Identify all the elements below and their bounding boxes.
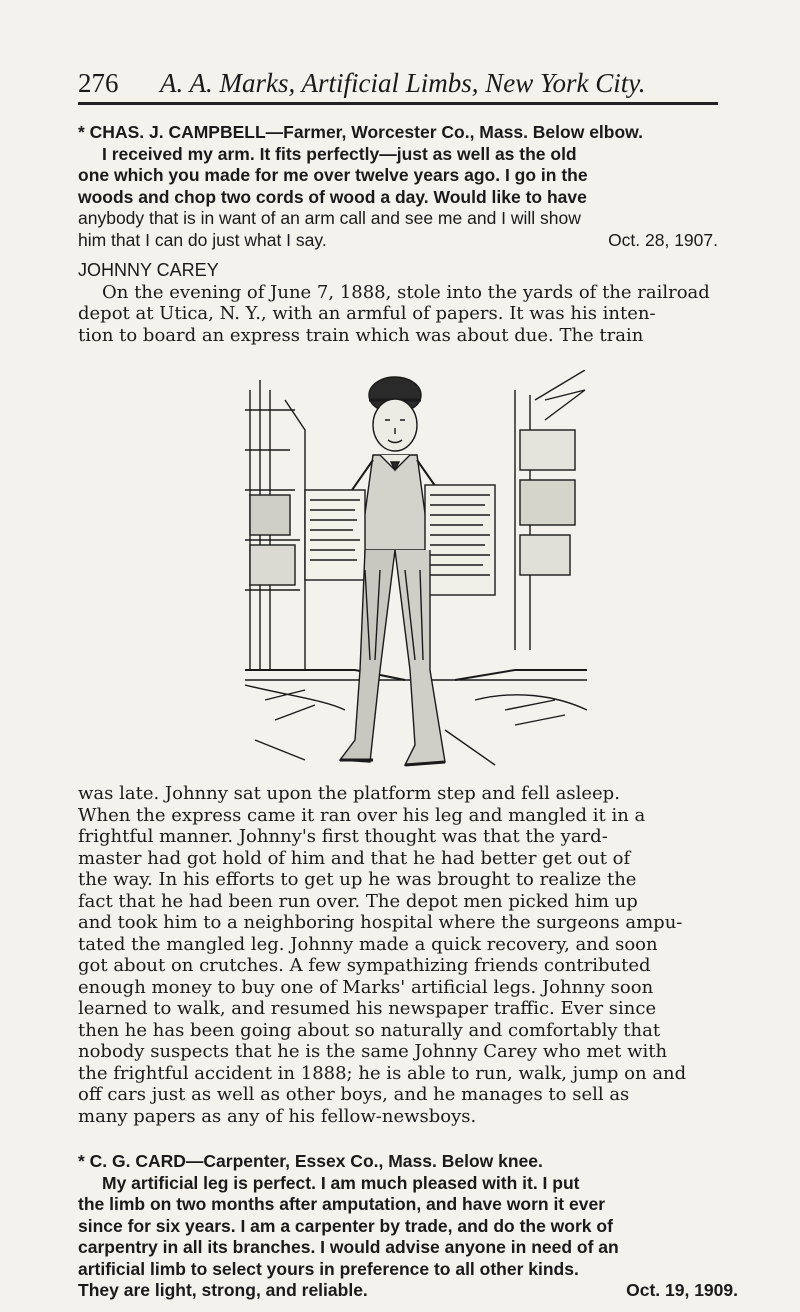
testimonial-heading: * C. G. CARD—Carpenter, Essex Co., Mass. Below knee. [78, 1151, 543, 1171]
testimonial-line: the limb on two months after amputation, and have worn it ever [78, 1194, 605, 1214]
story-heading: JOHNNY CAREY [78, 260, 219, 280]
story-line: fact that he had been run over. The depot men picked him up [78, 890, 638, 912]
story-line: was late. Johnny sat upon the platform step and fell asleep. [78, 783, 620, 804]
story-line: many papers as any of his fellow-newsboys. [78, 1105, 477, 1127]
newsboy-illustration [245, 370, 587, 770]
story-line: depot at Utica, N. Y., with an armful of papers. It was his inten- [78, 303, 656, 324]
testimonial-line [78, 1280, 738, 1302]
testimonial-line: one which you made for me over twelve years ago. I go in the [78, 165, 588, 185]
story-line: got about on crutches. A few sympathizing friends contributed [78, 955, 651, 976]
testimonial-heading: * CHAS. J. CAMPBELL—Farmer, Worcester Co., Mass. Below elbow. [78, 122, 643, 142]
story-line: frightful manner. Johnny's first thought was that the yard- [78, 826, 608, 847]
testimonial-line: anybody that is in want of an arm call and see me and I will show [78, 208, 581, 228]
story-line: the way. In his efforts to get up he was brought to realize the [78, 869, 637, 890]
testimonial-line: carpentry in all its branches. I would advise anyone in need of an [78, 1237, 619, 1257]
story-line: tated the mangled leg. Johnny made a quick recovery, and soon [78, 933, 658, 955]
testimonial-line: woods and chop two cords of wood a day. Would like to have [78, 186, 587, 207]
header-rule [78, 102, 718, 105]
testimonial-line: since for six years. I am a carpenter by trade, and do the work of [78, 1215, 613, 1236]
testimonial-last-line: They are light, strong, and reliable. [78, 1280, 368, 1300]
testimonial-date: Oct. 19, 1909. [626, 1280, 738, 1300]
testimonial-line: My artificial leg is perfect. I am much pleased with it. I put [102, 1172, 580, 1193]
story-carey-body [78, 783, 738, 1127]
testimonial-card [78, 1151, 738, 1302]
running-title: A. A. Marks, Artificial Limbs, New York City. [160, 68, 646, 98]
testimonial-line [78, 230, 718, 252]
story-line: nobody suspects that he is the same Johnny Carey who met with [78, 1041, 668, 1062]
story-line: On the evening of June 7, 1888, stole into the yards of the railroad [102, 281, 710, 303]
running-header [78, 62, 718, 102]
story-line: When the express came it ran over his leg and mangled it in a [78, 804, 646, 826]
testimonial-line: artificial limb to select yours in preference to all other kinds. [78, 1258, 579, 1279]
story-line: enough money to buy one of Marks' artificial legs. Johnny soon [78, 976, 654, 998]
testimonial-last-line: him that I can do just what I say. [78, 229, 327, 250]
testimonial-campbell [78, 122, 738, 251]
story-line: master had got hold of him and that he had better get out of [78, 847, 631, 869]
story-line: and took him to a neighboring hospital where the surgeons ampu- [78, 912, 683, 933]
story-line: learned to walk, and resumed his newspaper traffic. Ever since [78, 998, 657, 1019]
story-line: then he has been going about so naturally and comfortably that [78, 1019, 661, 1041]
story-line: off cars just as well as other boys, and he manages to sell as [78, 1084, 630, 1105]
story-line: the frightful accident in 1888; he is able to run, walk, jump on and [78, 1062, 687, 1084]
testimonial-date: Oct. 28, 1907. [608, 229, 718, 250]
page-number: 276 [78, 68, 119, 98]
story-line: tion to board an express train which was about due. The train [78, 324, 644, 346]
testimonial-line: I received my arm. It fits perfectly—just as well as the old [102, 143, 577, 164]
story-carey-intro [78, 260, 738, 346]
